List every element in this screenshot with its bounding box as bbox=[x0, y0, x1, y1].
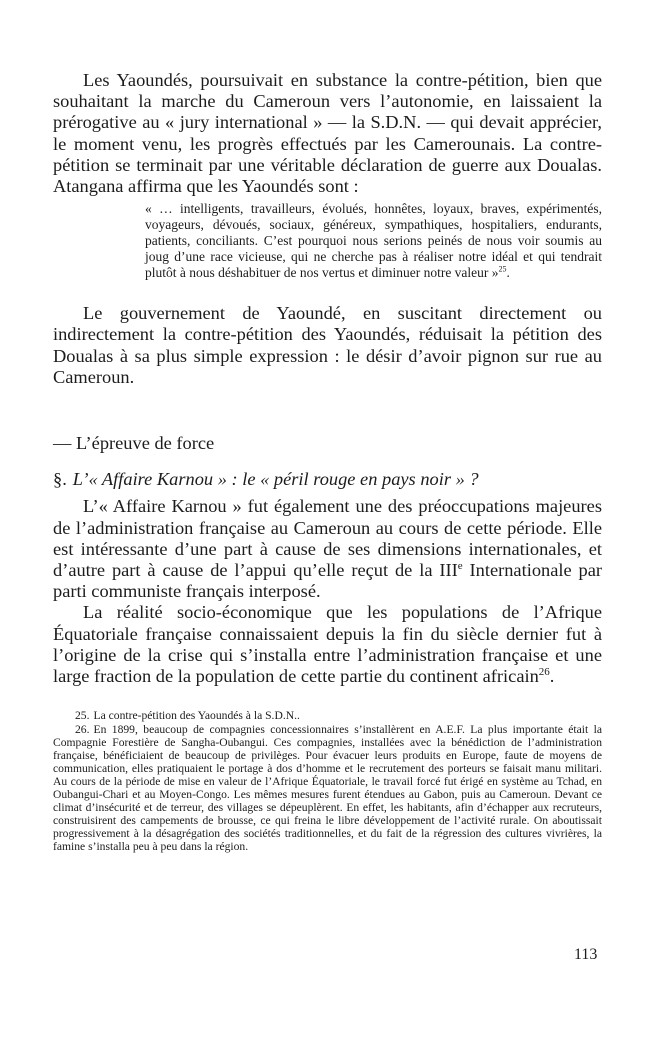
quote-text: « … intelligents, travailleurs, évolués, honnêtes, loyaux, braves, expérimentés, voyageurs, dévoués, sociaux, généreux, sympathiques, hospitaliers, endurants, patients, conciliants. C’est pourquoi nous serions peinés de nous voir soumis au joug d’une race vicieuse, qui ne cherche pas à réaliser notre idéal et qui tendrait plutôt à nous déshabituer de nos vertus et diminuer notre valeur » bbox=[145, 201, 602, 281]
sub-heading bbox=[53, 469, 602, 490]
footnote-number: 26. bbox=[75, 723, 90, 737]
book-page bbox=[53, 70, 602, 854]
p4-text: La réalité socio-économique que les populations de l’Afrique Équatoriale française connaissaient depuis la fin du siècle dernier fut à l’origine de la crise qui s’installa entre l’administration française et une large fraction de la population de cette partie du continent africain bbox=[53, 602, 602, 687]
block-quote: « … intelligents, travailleurs, évolués, honnêtes, loyaux, braves, expérimentés, voyageurs, dévoués, sociaux, généreux, sympathiques, hospitaliers, endurants, patients, conciliants. C’est pourquoi nous serions peinés de nous voir soumis au joug d’une race vicieuse, qui ne cherche pas à réaliser notre idéal et qui tendrait plutôt à nous déshabituer de nos vertus et diminuer notre valeur »$^{25}$. bbox=[145, 201, 602, 281]
p3-text-a: L’« Affaire Karnou » fut également une des préoccupations majeures de l’administration française au Cameroun au cours de cette période. Elle est intéressante d’une part à cause de ses dimensions internationales, et d’autre part à cause de l’appui qu’elle reçut de la III bbox=[53, 496, 602, 581]
paragraph-counter-petition: Les Yaoundés, poursuivait en substance la contre-pétition, bien que souhaitant la marche du Cameroun vers l’autonomie, en laissaient la prérogative au « jury international » — la S.D.N. — qui devait apprécier, le moment venu, les progrès effectués par les Camerounais. La contre-pétition se terminait par une véritable déclaration de guerre aux Doualas. Atangana affirma que les Yaoundés sont : bbox=[53, 70, 602, 197]
p4-end: . bbox=[549, 666, 555, 687]
page-number: 113 bbox=[574, 946, 598, 963]
paragraph-government: Le gouvernement de Yaoundé, en suscitant directement ou indirectement la contre-pétition des Yaoundés, réduisait la pétition des Doualas à sa plus simple expression : le désir d’avoir pignon sur rue au Cameroun. bbox=[53, 303, 602, 387]
footnotes bbox=[53, 709, 602, 853]
p4-footnote-ref[interactable]: 26 bbox=[538, 665, 550, 678]
footnote-26 bbox=[53, 723, 602, 853]
section-heading: — L’épreuve de force bbox=[53, 433, 215, 454]
footnote-number: 25. bbox=[75, 709, 90, 723]
quote-footnote-ref[interactable]: 25 bbox=[498, 264, 507, 274]
paragraph-socio-economic bbox=[53, 602, 602, 687]
footnote-text: En 1899, beaucoup de compagnies concessionnaires s’installèrent en A.E.F. La plus importante était la Compagnie Forestière de Sangha-Oubangui. Ces compagnies, installées avec la bénédiction de l’administration française, bénéficiaient de beaucoup de privilèges. Pour évacuer leurs produits en Europe, faute de moyens de communication, elles pratiquaient le portage à dos d’homme et le recrutement des porteurs se faisait manu militari. Au cours de la période de mise en valeur de l’Afrique Équatoriale, le travail forcé fut érigé en système au Tchad, en Oubangui-Chari et au Moyen-Congo. Les mêmes mesures furent étendues au Gabon, puis au Cameroun. Devant ce climat d’insécurité et de terreur, des villages se dépeuplèrent. En effet, les habitants, afin d’échapper aux recruteurs, construisirent des campements de brousse, ce qui freina le libre développement de l’activité rurale. On aboutissait progressivement à la désagrégation des sociétés traditionnelles, et du fait de la régression des cultures vivrières, la famine s’installa peu à peu dans la région. bbox=[53, 723, 602, 854]
sub-heading-text: L’« Affaire Karnou » : le « péril rouge en pays noir » ? bbox=[72, 469, 479, 490]
footnote-25 bbox=[53, 709, 602, 722]
section-mark: §. bbox=[53, 469, 67, 490]
paragraph-affaire-karnou bbox=[53, 496, 602, 602]
p3-text-b: Internationale par parti communiste français interposé. bbox=[53, 560, 603, 602]
footnote-text: La contre-pétition des Yaoundés à la S.D.N.. bbox=[93, 709, 300, 723]
p3-superscript: e bbox=[457, 559, 463, 572]
